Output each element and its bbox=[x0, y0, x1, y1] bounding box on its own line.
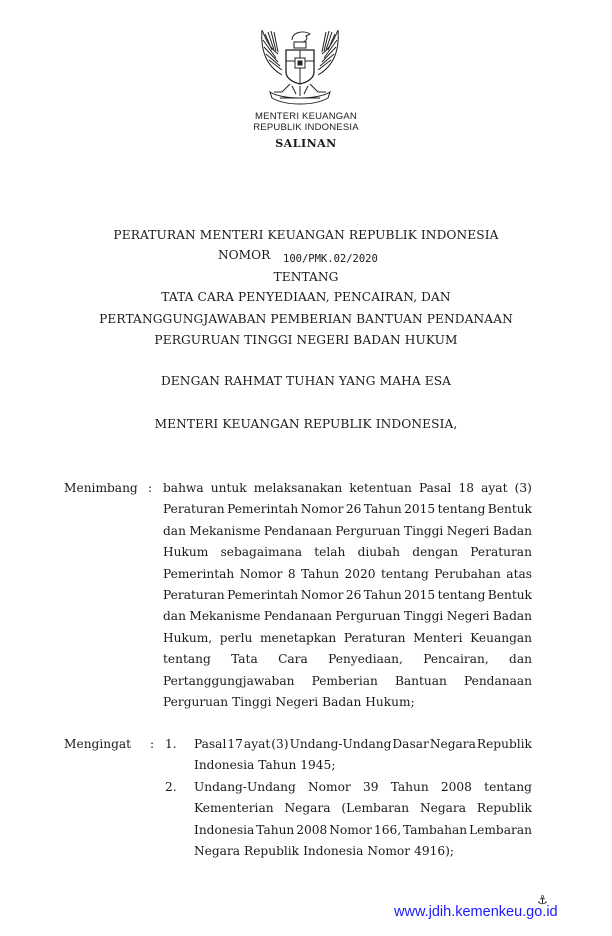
garuda-emblem-icon bbox=[252, 20, 348, 108]
text-line: tentang Tata Cara Penyediaan, Pencairan, dan bbox=[163, 652, 532, 667]
menimbang-paragraph bbox=[163, 478, 532, 713]
text-line: bahwa untuk melaksanakan ketentuan Pasal 18 ayat (3) bbox=[163, 481, 532, 495]
menimbang-colon: : bbox=[148, 481, 153, 495]
issuer: MENTERI KEUANGAN REPUBLIK INDONESIA, bbox=[154, 417, 458, 431]
ministry-name-line1: MENTERI KEUANGAN bbox=[255, 111, 357, 122]
ministry-name-line2: REPUBLIK INDONESIA bbox=[253, 122, 359, 133]
text-line: Pertanggungjawaban Pemberian Bantuan Pendanaan bbox=[163, 673, 532, 688]
nomor-value: 100/PMK.02/2020 bbox=[283, 253, 378, 265]
text-line: dan Mekanisme Pendanaan Perguruan Tinggi Negeri Badan bbox=[163, 609, 532, 624]
mengingat-item-1-text bbox=[194, 734, 532, 777]
text-line: Negara Republik Indonesia Nomor 4916); bbox=[194, 844, 454, 859]
mengingat-item-1-number: 1. bbox=[165, 737, 177, 751]
text-line: Pasal 17 ayat (3) Undang-Undang Dasar Negara Republik bbox=[194, 737, 532, 751]
nomor-label: NOMOR bbox=[218, 248, 271, 262]
text-line: Peraturan Pemerintah Nomor 26 Tahun 2015 tentang Bentuk bbox=[163, 587, 532, 602]
mengingat-label: Mengingat bbox=[64, 737, 132, 751]
subject-line-1: TATA CARA PENYEDIAAN, PENCAIRAN, DAN bbox=[161, 290, 451, 304]
text-line: Peraturan Pemerintah Nomor 26 Tahun 2015 tentang Bentuk bbox=[163, 502, 532, 517]
text-line: Hukum, perlu menetapkan Peraturan Menteri Keuangan bbox=[163, 630, 532, 645]
text-line: dan Mekanisme Pendanaan Perguruan Tinggi Negeri Badan bbox=[163, 523, 532, 538]
text-line: Perguruan Tinggi Negeri Badan Hukum; bbox=[163, 694, 415, 709]
mengingat-item-2-number: 2. bbox=[165, 780, 177, 794]
mengingat-colon: : bbox=[150, 737, 155, 751]
regulation-title: PERATURAN MENTERI KEUANGAN REPUBLIK INDONESIA bbox=[113, 228, 499, 242]
jdih-website-link[interactable]: www.jdih.kemenkeu.go.id bbox=[394, 904, 558, 920]
text-line: Indonesia Tahun 2008 Nomor 166, Tambahan Lembaran bbox=[194, 822, 532, 837]
text-line: Kementerian Negara (Lembaran Negara Republik bbox=[194, 801, 532, 816]
invocation: DENGAN RAHMAT TUHAN YANG MAHA ESA bbox=[160, 374, 452, 388]
salinan-stamp: SALINAN bbox=[275, 137, 337, 150]
text-line: Pemerintah Nomor 8 Tahun 2020 tentang Perubahan atas bbox=[163, 566, 532, 581]
tentang-heading: TENTANG bbox=[273, 270, 339, 284]
mengingat-item-2-text bbox=[194, 777, 532, 863]
subject-line-3: PERGURUAN TINGGI NEGERI BADAN HUKUM bbox=[154, 333, 458, 347]
text-line: Hukum sebagaimana telah diubah dengan Peraturan bbox=[163, 545, 532, 560]
paraf-initial-icon: ⚓︎ bbox=[537, 893, 548, 907]
text-line: Indonesia Tahun 1945; bbox=[194, 758, 336, 773]
subject-line-2: PERTANGGUNGJAWABAN PEMBERIAN BANTUAN PENDANAAN bbox=[99, 312, 513, 326]
text-line: Undang-Undang Nomor 39 Tahun 2008 tentang bbox=[194, 780, 532, 794]
menimbang-label: Menimbang bbox=[64, 481, 138, 495]
